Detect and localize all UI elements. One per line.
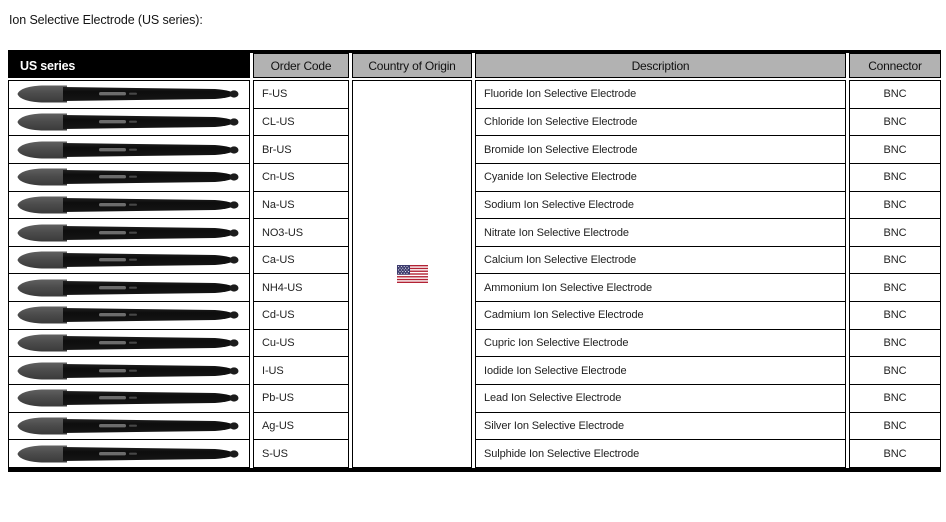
column-us-series xyxy=(8,53,250,468)
order-code-cell: Cu-US xyxy=(254,330,348,358)
electrode-image xyxy=(15,416,243,436)
connector-cell: BNC xyxy=(850,109,940,137)
connector-cell: BNC xyxy=(850,192,940,220)
order-code-cell: NO3-US xyxy=(254,219,348,247)
column-header-order-code: Order Code xyxy=(253,53,349,78)
table-row-series-cell xyxy=(9,247,249,275)
column-header-us-series: US series xyxy=(8,53,250,78)
table-row-series-cell xyxy=(9,164,249,192)
description-cell: Fluoride Ion Selective Electrode xyxy=(476,81,845,109)
electrode-image xyxy=(15,167,243,187)
page-title: Ion Selective Electrode (US series): xyxy=(9,13,203,27)
description-cell: Sodium Ion Selective Electrode xyxy=(476,192,845,220)
electrode-image xyxy=(15,444,243,464)
connector-cell: BNC xyxy=(850,81,940,109)
order-code-cell: Cn-US xyxy=(254,164,348,192)
electrode-image xyxy=(15,84,243,104)
table-row-series-cell xyxy=(9,385,249,413)
description-cell: Cadmium Ion Selective Electrode xyxy=(476,302,845,330)
column-header-description: Description xyxy=(475,53,846,78)
connector-cell: BNC xyxy=(850,330,940,358)
description-cell: Bromide Ion Selective Electrode xyxy=(476,136,845,164)
connector-cell: BNC xyxy=(850,385,940,413)
connector-cell: BNC xyxy=(850,247,940,275)
column-order-code xyxy=(253,53,349,468)
table-row-series-cell xyxy=(9,136,249,164)
description-cell: Ammonium Ion Selective Electrode xyxy=(476,274,845,302)
column-description xyxy=(475,53,846,468)
description-column-body xyxy=(475,80,846,468)
electrode-image xyxy=(15,278,243,298)
country-of-origin-cell xyxy=(352,80,472,468)
order-code-cell: NH4-US xyxy=(254,274,348,302)
order-code-cell: I-US xyxy=(254,357,348,385)
connector-cell: BNC xyxy=(850,302,940,330)
column-country-of-origin xyxy=(352,53,472,468)
connector-column-body xyxy=(849,80,941,468)
electrode-image xyxy=(15,250,243,270)
electrode-image xyxy=(15,333,243,353)
order-code-cell: CL-US xyxy=(254,109,348,137)
order-code-cell: Pb-US xyxy=(254,385,348,413)
electrode-table xyxy=(8,50,941,472)
table-row-series-cell xyxy=(9,440,249,467)
description-cell: Iodide Ion Selective Electrode xyxy=(476,357,845,385)
electrode-image xyxy=(15,388,243,408)
electrode-image xyxy=(15,305,243,325)
column-header-connector: Connector xyxy=(849,53,941,78)
us-flag-icon xyxy=(397,265,428,283)
order-code-cell: Na-US xyxy=(254,192,348,220)
table-row-series-cell xyxy=(9,274,249,302)
column-header-country-of-origin: Country of Origin xyxy=(352,53,472,78)
order-code-cell: Ag-US xyxy=(254,413,348,441)
description-cell: Calcium Ion Selective Electrode xyxy=(476,247,845,275)
column-connector xyxy=(849,53,941,468)
table-row-series-cell xyxy=(9,413,249,441)
description-cell: Lead Ion Selective Electrode xyxy=(476,385,845,413)
electrode-image xyxy=(15,112,243,132)
description-cell: Cyanide Ion Selective Electrode xyxy=(476,164,845,192)
us-series-column-body xyxy=(8,80,250,468)
order-code-column-body xyxy=(253,80,349,468)
order-code-cell: Ca-US xyxy=(254,247,348,275)
electrode-image xyxy=(15,223,243,243)
order-code-cell: Br-US xyxy=(254,136,348,164)
table-row-series-cell xyxy=(9,302,249,330)
table-row-series-cell xyxy=(9,219,249,247)
description-cell: Silver Ion Selective Electrode xyxy=(476,413,845,441)
order-code-cell: F-US xyxy=(254,81,348,109)
description-cell: Chloride Ion Selective Electrode xyxy=(476,109,845,137)
description-cell: Nitrate Ion Selective Electrode xyxy=(476,219,845,247)
connector-cell: BNC xyxy=(883,447,907,460)
order-code-cell: S-US xyxy=(262,447,288,460)
connector-cell: BNC xyxy=(850,274,940,302)
electrode-image xyxy=(15,195,243,215)
connector-cell: BNC xyxy=(850,219,940,247)
table-row-series-cell xyxy=(9,109,249,137)
connector-cell: BNC xyxy=(850,136,940,164)
connector-cell: BNC xyxy=(850,164,940,192)
description-cell: Sulphide Ion Selective Electrode xyxy=(484,447,640,460)
connector-cell: BNC xyxy=(850,357,940,385)
table-row-series-cell xyxy=(9,81,249,109)
order-code-cell: Cd-US xyxy=(254,302,348,330)
table-row-series-cell xyxy=(9,330,249,358)
table-row-series-cell xyxy=(9,192,249,220)
electrode-image xyxy=(15,140,243,160)
description-cell: Cupric Ion Selective Electrode xyxy=(476,330,845,358)
connector-cell: BNC xyxy=(850,413,940,441)
electrode-image xyxy=(15,361,243,381)
table-row-series-cell xyxy=(9,357,249,385)
